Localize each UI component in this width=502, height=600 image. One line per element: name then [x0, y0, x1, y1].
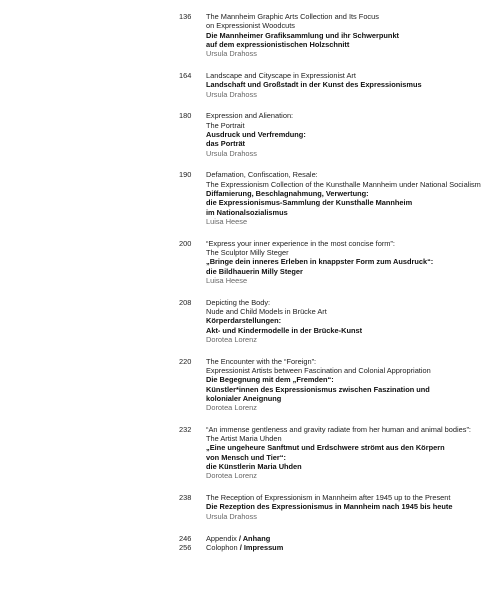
page-number: 190 [179, 170, 192, 180]
german-title: Körperdarstellungen: [206, 316, 282, 326]
english-title: Expressionist Artists between Fascination and Colonial Appropriation [206, 365, 431, 375]
german-title: die Künstlerin Maria Uhden [206, 462, 302, 472]
english-title: Nude and Child Models in Brücke Art [206, 306, 327, 316]
german-title: Die Begegnung mit dem „Fremden“: [206, 375, 334, 385]
author-name: Dorotea Lorenz [206, 334, 257, 344]
page-number: 232 [179, 424, 192, 434]
english-title: Colophon [206, 542, 238, 552]
german-title: im Nationalsozialismus [206, 207, 288, 217]
english-title: on Expressionist Woodcuts [206, 21, 296, 31]
toc-entry-colophon [0, 543, 502, 552]
title-separator: / [236, 533, 243, 543]
colophon-title [206, 543, 496, 552]
german-title: das Porträt [206, 139, 246, 149]
german-title: Diffamierung, Beschlagnahmung, Verwertung: [206, 188, 369, 198]
page-number: 246 [179, 533, 192, 543]
german-title: kolonialer Aneignung [206, 393, 282, 403]
toc-entry [0, 425, 502, 481]
table-of-contents [0, 12, 502, 565]
english-title: The Sculptor Milly Steger [206, 247, 289, 257]
english-title: The Encounter with the “Foreign”: [206, 356, 317, 366]
english-title: “Express your inner experience in the most concise form”: [206, 238, 395, 248]
english-title: The Artist Maria Uhden [206, 434, 282, 444]
author-name: Luisa Heese [206, 275, 248, 285]
german-title: die Bildhauerin Milly Steger [206, 266, 303, 276]
german-title: Die Rezeption des Expressionismus in Mannheim nach 1945 bis heute [206, 502, 453, 512]
toc-entry [0, 493, 502, 521]
english-title: Appendix [206, 533, 237, 543]
german-title: die Expressionismus-Sammlung der Kunsthalle Mannheim [206, 198, 413, 208]
page-number: 220 [179, 356, 192, 366]
german-title: Anhang [242, 533, 271, 543]
german-title: Impressum [243, 542, 284, 552]
english-title: Depicting the Body: [206, 297, 271, 307]
author-name: Ursula Drahoss [206, 148, 257, 158]
page-number: 200 [179, 238, 192, 248]
author-name: Dorotea Lorenz [206, 403, 257, 413]
toc-entry [0, 170, 502, 226]
german-title: „Bringe dein inneres Erleben in knappster Form zum Ausdruck“: [206, 257, 434, 267]
page-number: 208 [179, 297, 192, 307]
page-number: 136 [179, 12, 192, 21]
toc-entry [0, 71, 502, 99]
german-title: Die Mannheimer Grafiksammlung und ihr Schwerpunkt [206, 30, 400, 40]
english-title: The Reception of Expressionism in Mannheim after 1945 up to the Present [206, 493, 451, 503]
german-title: Künstler*innen des Expressionismus zwischen Faszination und [206, 384, 430, 394]
appendix-title [206, 534, 496, 543]
german-title: Landschaft und Großstadt in der Kunst des Expressionismus [206, 80, 422, 90]
german-title: „Eine ungeheure Sanftmut und Erdschwere strömt aus den Körpern [206, 443, 445, 453]
toc-entry [0, 298, 502, 344]
german-title: Akt- und Kindermodelle in der Brücke-Kunst [206, 325, 363, 335]
author-name: Ursula Drahoss [206, 511, 257, 521]
toc-entry [0, 111, 502, 157]
english-title: Defamation, Confiscation, Resale: [206, 170, 318, 180]
english-title: The Portrait [206, 120, 245, 130]
english-title: “An immense gentleness and gravity radiate from her human and animal bodies”: [206, 424, 471, 434]
english-title: The Expressionism Collection of the Kunsthalle Mannheim under National Socialism [206, 179, 481, 189]
page-number: 180 [179, 111, 192, 121]
author-name: Ursula Drahoss [206, 49, 257, 59]
english-title: The Mannheim Graphic Arts Collection and Its Focus [206, 12, 379, 21]
english-title: Expression and Alienation: [206, 111, 294, 121]
german-title: auf dem expressionistischen Holzschnitt [206, 39, 350, 49]
title-separator: / [237, 542, 244, 552]
german-title: von Mensch und Tier“: [206, 452, 286, 462]
german-title: Ausdruck und Verfremdung: [206, 129, 306, 139]
english-title: Landscape and Cityscape in Expressionist Art [206, 70, 356, 80]
author-name: Dorotea Lorenz [206, 471, 257, 481]
author-name: Ursula Drahoss [206, 89, 257, 99]
toc-entry [0, 12, 502, 58]
toc-entry-appendix [0, 534, 502, 543]
page-number: 238 [179, 493, 192, 503]
toc-entry [0, 357, 502, 413]
author-name: Luisa Heese [206, 216, 248, 226]
page-number: 164 [179, 70, 192, 80]
page-number: 256 [179, 542, 192, 552]
toc-entry [0, 239, 502, 285]
